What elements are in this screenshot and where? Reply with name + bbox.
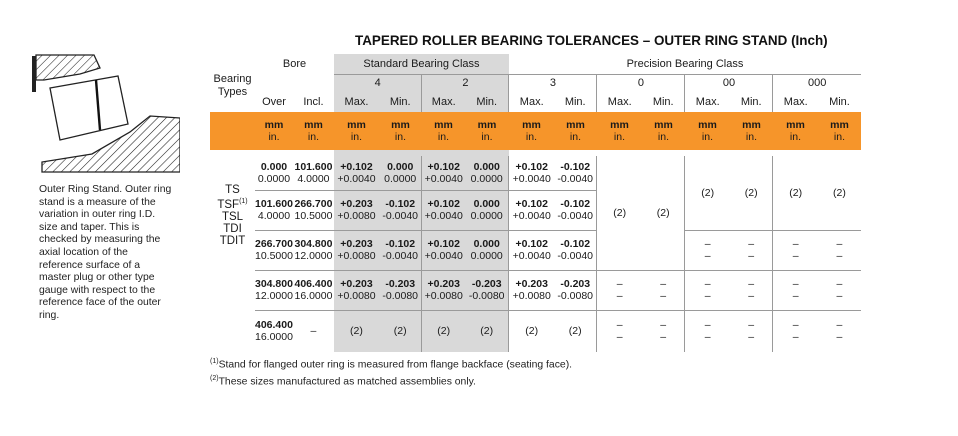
header-incl: Incl. xyxy=(303,96,324,108)
class-4-label: 4 xyxy=(334,74,422,92)
table-row xyxy=(210,270,861,310)
header-standard-class: Standard Bearing Class xyxy=(334,54,509,74)
unit-cell: mm in. xyxy=(773,112,818,150)
class00-min: – – xyxy=(730,270,773,310)
bore-over: 266.700 10.5000 xyxy=(255,230,293,270)
class0-min: – – xyxy=(642,310,685,352)
bore-incl: 101.600 4.0000 xyxy=(294,160,333,185)
bearing-type-tdit: TDIT xyxy=(219,234,246,247)
class000-max: – – xyxy=(773,270,818,310)
unit-cell: mm in. xyxy=(334,112,379,150)
bore-incl: 304.800 12.0000 xyxy=(293,230,334,270)
unit-cell: mm in. xyxy=(730,112,773,150)
class3-min: -0.102 -0.0040 xyxy=(557,160,594,185)
bore-over: 304.800 12.0000 xyxy=(255,270,293,310)
class00-max: – – xyxy=(685,310,730,352)
tolerance-table xyxy=(210,54,861,352)
bore-over: 0.000 0.0000 xyxy=(257,160,291,185)
header-min: Min. xyxy=(564,96,586,108)
class00-min: – – xyxy=(730,310,773,352)
unit-cell: mm in. xyxy=(554,112,597,150)
header-min: Min. xyxy=(652,96,674,108)
bearing-type-tdi: TDI xyxy=(223,222,242,235)
header-min: Min. xyxy=(829,96,850,108)
class2-min: 0.000 0.0000 xyxy=(465,156,509,190)
class3-min: (2) xyxy=(554,310,597,352)
class4-max: +0.203 +0.0080 xyxy=(334,190,379,230)
header-max: Max. xyxy=(422,92,465,112)
class0-max: – – xyxy=(597,270,642,310)
class00-max: – – xyxy=(685,230,730,270)
class-00-label: 00 xyxy=(685,74,773,92)
unit-cell: mm in. xyxy=(465,112,509,150)
class000-max: (2) xyxy=(773,156,818,230)
class2-max: +0.102 +0.0040 xyxy=(422,190,465,230)
class3-min: -0.102 -0.0040 xyxy=(554,230,597,270)
class3-max: (2) xyxy=(509,310,554,352)
bearing-type-ts: TS xyxy=(225,184,240,196)
class-0-label: 0 xyxy=(597,74,685,92)
header-bearing-types-label: Bearing Types xyxy=(213,73,252,98)
header-min: Min. xyxy=(379,92,422,112)
header-max: Max. xyxy=(509,92,554,112)
roller xyxy=(50,76,128,140)
class2-max: (2) xyxy=(422,310,465,352)
header-bearing-types xyxy=(210,54,255,112)
unit-cell-empty xyxy=(210,112,255,150)
class0-min: – – xyxy=(642,270,685,310)
table-row xyxy=(210,156,861,190)
footnotes xyxy=(210,355,572,390)
class4-max: +0.203 +0.0080 xyxy=(334,230,379,270)
class2-min: 0.000 0.0000 xyxy=(465,190,509,230)
bore-incl: – xyxy=(293,310,334,352)
class-2-label: 2 xyxy=(422,74,509,92)
class000-min: – – xyxy=(818,310,861,352)
class3-min: -0.102 -0.0040 xyxy=(554,190,597,230)
units-row xyxy=(210,112,861,150)
class2-min: (2) xyxy=(465,310,509,352)
bearing-type-tsf: TSF$^{(1)}$ xyxy=(217,198,248,211)
class3-max: +0.102 +0.0040 xyxy=(509,230,554,270)
class3-min: -0.203 -0.0080 xyxy=(554,270,597,310)
header-min: Min. xyxy=(740,96,762,108)
class2-min: 0.000 0.0000 xyxy=(465,230,509,270)
table-row xyxy=(210,230,861,270)
diagram-caption: Outer Ring Stand. Outer ring stand is a measure of the variation in outer ring I.D. size and taper. This is checked by measuring the axial location of the reference surface of a master plug or other type gauge with respect to the reference face of the outer ring. xyxy=(39,184,172,321)
bore-over: 406.400 16.0000 xyxy=(255,310,293,352)
class-3-label: 3 xyxy=(509,74,597,92)
class0-max: – – xyxy=(597,310,642,352)
unit-cell: mm in. xyxy=(597,112,642,150)
class00-max: (2) xyxy=(685,156,730,230)
bore-incl: 406.400 16.0000 xyxy=(293,270,334,310)
class000-min: (2) xyxy=(833,186,846,199)
header-max: Max. xyxy=(773,92,818,112)
unit-cell: mm in. xyxy=(255,112,293,150)
class00-min: – – xyxy=(730,230,773,270)
class-000-label: 000 xyxy=(773,74,861,92)
bore-incl: 266.700 10.5000 xyxy=(293,190,334,230)
class3-max: +0.102 +0.0040 xyxy=(509,156,554,190)
class2-min: -0.203 -0.0080 xyxy=(465,270,509,310)
unit-cell: mm in. xyxy=(293,112,334,150)
header-min: Min. xyxy=(465,92,509,112)
unit-cell: mm in. xyxy=(422,112,465,150)
class2-max: +0.102 +0.0040 xyxy=(422,156,465,190)
header-bore: Bore xyxy=(282,58,307,70)
class0-max: (2) xyxy=(597,156,642,270)
unit-cell: mm in. xyxy=(379,112,422,150)
header-precision-class: Precision Bearing Class xyxy=(509,54,861,74)
class00-min: (2) xyxy=(744,186,758,199)
class4-max: +0.102 +0.0040 xyxy=(334,156,379,190)
class0-min: (2) xyxy=(656,206,670,219)
class4-max: (2) xyxy=(334,310,379,352)
bearing-type-tsl: TSL xyxy=(221,210,244,223)
class4-min: -0.102 -0.0040 xyxy=(379,230,422,270)
class4-min: 0.000 0.0000 xyxy=(379,156,422,190)
class000-min: – – xyxy=(818,270,861,310)
footnote-1: $^{(1)}$Stand for flanged outer ring is measured from flange backface (seating face). xyxy=(210,358,573,371)
class00-max: – – xyxy=(685,270,730,310)
class2-max: +0.102 +0.0040 xyxy=(422,230,465,270)
bore-over: 101.600 4.0000 xyxy=(255,190,293,230)
unit-cell: mm in. xyxy=(509,112,554,150)
header-max: Max. xyxy=(685,92,730,112)
bearing-types-cell xyxy=(210,156,255,352)
unit-cell: mm in. xyxy=(685,112,730,150)
class3-max: +0.102 +0.0040 xyxy=(509,190,554,230)
class4-min: -0.203 -0.0080 xyxy=(379,270,422,310)
class2-max: +0.203 +0.0080 xyxy=(422,270,465,310)
unit-cell: mm in. xyxy=(818,112,861,150)
page-title: TAPERED ROLLER BEARING TOLERANCES – OUTER RING STAND (Inch) xyxy=(355,32,828,48)
class3-max: +0.203 +0.0080 xyxy=(509,270,554,310)
table-row xyxy=(210,310,861,352)
outer-ring-stand-diagram xyxy=(30,50,180,182)
outer-ring-upper-section xyxy=(36,55,100,80)
unit-cell: mm in. xyxy=(642,112,685,150)
class000-min: – – xyxy=(818,230,861,270)
header-max: Max. xyxy=(334,92,379,112)
footnote-2: $^{(2)}$These sizes manufactured as matched assemblies only. xyxy=(210,375,476,388)
class4-min: -0.102 -0.0040 xyxy=(379,190,422,230)
class000-max: – – xyxy=(773,310,818,352)
header-over: Over xyxy=(262,96,286,108)
class4-max: +0.203 +0.0080 xyxy=(334,270,379,310)
class4-min: (2) xyxy=(379,310,422,352)
header-max: Max. xyxy=(597,92,642,112)
class000-max: – – xyxy=(773,230,818,270)
